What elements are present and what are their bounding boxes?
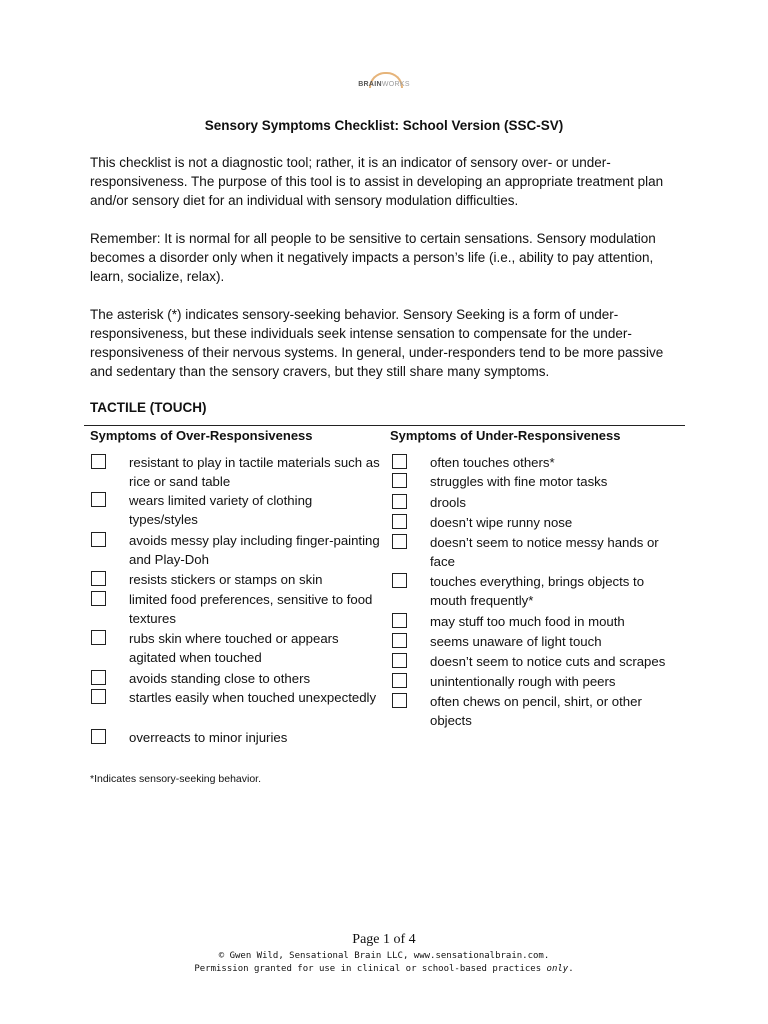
checkbox[interactable] [91,532,106,547]
checkbox[interactable] [392,494,407,509]
copyright-line: © Gwen Wild, Sensational Brain LLC, www.sensationalbrain.com. [218,951,550,961]
footer-copyright [0,950,768,976]
checkbox[interactable] [91,571,106,586]
checklist-item-label: overreacts to minor injuries [129,730,288,745]
checklist-item-label: resists stickers or stamps on skin [129,572,323,587]
section-divider [84,425,685,426]
checklist-item-label: wears limited variety of clothing types/styles [129,493,313,527]
checklist-item-label: unintentionally rough with peers [430,674,616,689]
brainworks-logo-icon [357,72,411,94]
page-number: Page 1 of 4 [352,932,416,947]
checkbox[interactable] [91,689,106,704]
checkbox[interactable] [392,633,407,648]
checkbox[interactable] [392,613,407,628]
checkbox[interactable] [91,630,106,645]
checklist-item-label: drools [430,495,466,510]
logo [0,72,768,99]
checkbox[interactable] [392,514,407,529]
checkbox[interactable] [392,573,407,588]
checklist-item-label: often touches others* [430,455,555,470]
checkbox[interactable] [91,591,106,606]
checklist-item-label: may stuff too much food in mouth [430,614,625,629]
permission-emphasis: only [546,964,569,974]
checklist-item-label: often chews on pencil, shirt, or other objects [430,694,642,728]
checkbox[interactable] [392,534,407,549]
checklist-item-label: limited food preferences, sensitive to food textures [129,592,373,626]
checkbox[interactable] [392,454,407,469]
checklist-item-label: struggles with fine motor tasks [430,474,608,489]
intro-paragraph: This checklist is not a diagnostic tool; rather, it is an indicator of sensory over- or under-responsiveness. The purpose of this tool is to assist in developing an appropriate treatment plan and/or sensory diet for an individual with sensory modulation difficulties. [90,155,664,208]
checkbox[interactable] [392,673,407,688]
checkbox[interactable] [392,653,407,668]
checklist-item-label: rubs skin where touched or appears agitated when touched [129,631,339,665]
reminder-paragraph: Remember: It is normal for all people to be sensitive to certain sensations. Sensory modulation becomes a disorder only when it negatively impacts a person’s life (i.e., ability to pay attention, learn, socialize, relax). [90,231,656,284]
logo-text-works: WORKS [381,81,410,88]
document-title: Sensory Symptoms Checklist: School Version (SSC-SV) [204,118,564,133]
checklist-item-label: doesn’t wipe runny nose [430,515,573,530]
checklist-item-label: seems unaware of light touch [430,634,602,649]
permission-line [0,963,768,976]
checkbox[interactable] [91,492,106,507]
checklist-item-label: doesn’t seem to notice cuts and scrapes [430,654,666,669]
permission-end: . [568,964,574,974]
checklist-item-label: avoids standing close to others [129,671,311,686]
under-responsiveness-heading: Symptoms of Under-Responsiveness [390,428,621,443]
checkbox[interactable] [91,729,106,744]
footnote: *Indicates sensory-seeking behavior. [90,773,262,785]
asterisk-paragraph: The asterisk (*) indicates sensory-seeking behavior. Sensory Seeking is a form of under-responsiveness, but these individuals seek intense sensation to compensate for the under-responsiveness of their nervous systems. In general, under-responders tend to be more passive and sedentary than the sensory cravers, but they still share many symptoms. [90,307,664,379]
checkbox[interactable] [91,670,106,685]
over-responsiveness-heading: Symptoms of Over-Responsiveness [90,428,313,443]
permission-text: Permission granted for use in clinical or school-based practices [194,964,547,974]
checklist-item-label: startles easily when touched unexpectedly [129,690,377,705]
logo-text-brain: BRAIN [358,81,382,88]
checklist-item-label: avoids messy play including finger-painting and Play-Doh [129,533,380,567]
section-label-tactile: TACTILE (TOUCH) [90,400,207,415]
checkbox[interactable] [392,473,407,488]
checkbox[interactable] [392,693,407,708]
checklist-item-label: doesn’t seem to notice messy hands or face [430,535,659,569]
checklist-item-label: resistant to play in tactile materials such as rice or sand table [129,455,380,489]
checkbox[interactable] [91,454,106,469]
checklist-item-label: touches everything, brings objects to mouth frequently* [430,574,645,608]
